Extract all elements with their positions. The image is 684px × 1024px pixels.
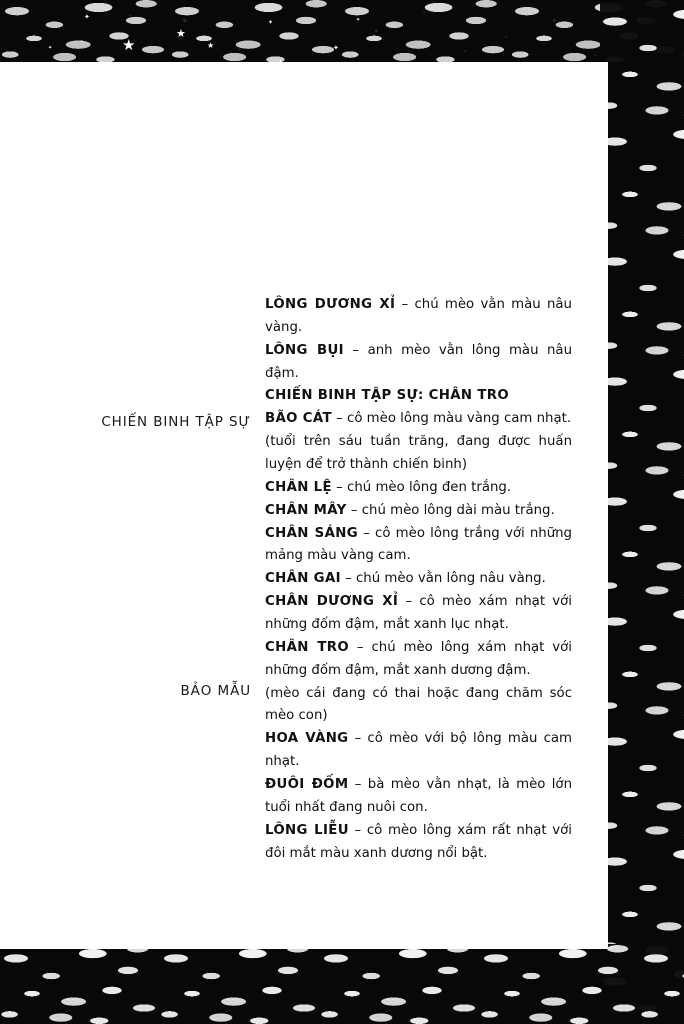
- cat-name: CHIẾN BINH TẬP SỰ: CHÂN TRO: [265, 388, 510, 404]
- star-icon: ✦: [333, 44, 339, 52]
- cat-description: (tuổi trên sáu tuần trăng, đang được huấn luyện để trở thành chiến binh): [265, 434, 572, 473]
- cat-name: CHÂN LỆ: [265, 479, 332, 495]
- cat-name: LÔNG LIỄU: [265, 822, 349, 838]
- cat-name: BÃO CÁT: [265, 411, 332, 427]
- cat-description: – chú mèo lông đen trắng.: [331, 479, 512, 495]
- cat-entry: [265, 408, 572, 431]
- foliage-bottom-border: [0, 944, 684, 1024]
- cat-entry: [265, 523, 572, 569]
- cat-description: (mèo cái đang có thai hoặc đang chăm sóc mèo con): [265, 685, 572, 724]
- cat-name: ĐUÔI ĐỐM: [265, 777, 349, 793]
- cat-entry-list: [265, 294, 608, 683]
- cat-name: CHÂN SÁNG: [265, 525, 358, 541]
- star-icon: ✦: [48, 45, 53, 51]
- cat-entry: [265, 774, 572, 820]
- star-icon: ★: [122, 36, 136, 54]
- cat-description: – cô mèo lông xám rất nhạt với đôi mắt màu xanh dương nổi bật.: [265, 822, 572, 861]
- foliage-right-border: [600, 0, 684, 1024]
- star-icon: ✦: [356, 17, 361, 23]
- cat-description: – cô mèo lông trắng với những mảng màu vàng cam.: [265, 525, 572, 564]
- rank-section: [0, 294, 608, 683]
- cat-name: LÔNG DƯƠNG XỈ: [265, 297, 396, 312]
- cat-entry: [265, 294, 572, 340]
- rank-section: [0, 683, 608, 866]
- cat-entry: [265, 568, 572, 591]
- foliage-top-border: [0, 0, 684, 62]
- cat-entry: [265, 340, 572, 386]
- cat-entry: [265, 477, 572, 500]
- cat-description: – chú mèo lông xám nhạt với những đốm đậm, mắt xanh dương đậm.: [265, 639, 572, 678]
- cat-name: CHÂN MÂY: [265, 502, 347, 518]
- cat-name: CHÂN TRO: [265, 639, 350, 655]
- cat-name: HOA VÀNG: [265, 731, 349, 747]
- cat-entry: [265, 728, 572, 774]
- cat-name: CHÂN DƯƠNG XỈ: [265, 594, 399, 610]
- star-icon: ★: [207, 41, 215, 50]
- cat-description: – cô mèo lông màu vàng cam nhạt.: [331, 411, 572, 427]
- cat-entry: [265, 591, 572, 637]
- subsection-heading: [265, 385, 572, 408]
- rank-label: BẢO MẪU: [180, 682, 251, 699]
- cat-entry: [265, 637, 572, 683]
- cat-entry-list: [265, 683, 608, 866]
- star-icon: ✦: [84, 13, 90, 21]
- star-icon: ✦: [268, 19, 274, 26]
- cat-entry: [265, 820, 572, 866]
- cat-description: – chú mèo vằn lông nâu vàng.: [340, 571, 546, 587]
- rank-note: [265, 431, 572, 477]
- rank-label: CHIẾN BINH TẬP SỰ: [101, 414, 251, 430]
- cat-description: – chú mèo vằn màu nâu vàng.: [265, 297, 572, 335]
- allegiances-list: [0, 62, 608, 865]
- cat-name: LÔNG BỤI: [265, 342, 344, 358]
- cat-name: CHÂN GAI: [265, 571, 341, 587]
- star-icon: ★: [176, 27, 186, 40]
- book-page: [0, 62, 608, 949]
- rank-note: [265, 683, 572, 729]
- cat-description: – cô mèo với bộ lông màu cam nhạt.: [265, 731, 572, 770]
- cat-description: – cô mèo xám nhạt với những đốm đậm, mắt xanh lục nhạt.: [265, 594, 572, 633]
- cat-entry: [265, 500, 572, 523]
- cat-description: – anh mèo vằn lông màu nâu đậm.: [265, 342, 573, 381]
- cat-description: – bà mèo vằn nhạt, là mèo lớn tuổi nhất đang nuôi con.: [265, 777, 572, 815]
- cat-description: – chú mèo lông dài màu trắng.: [346, 502, 555, 518]
